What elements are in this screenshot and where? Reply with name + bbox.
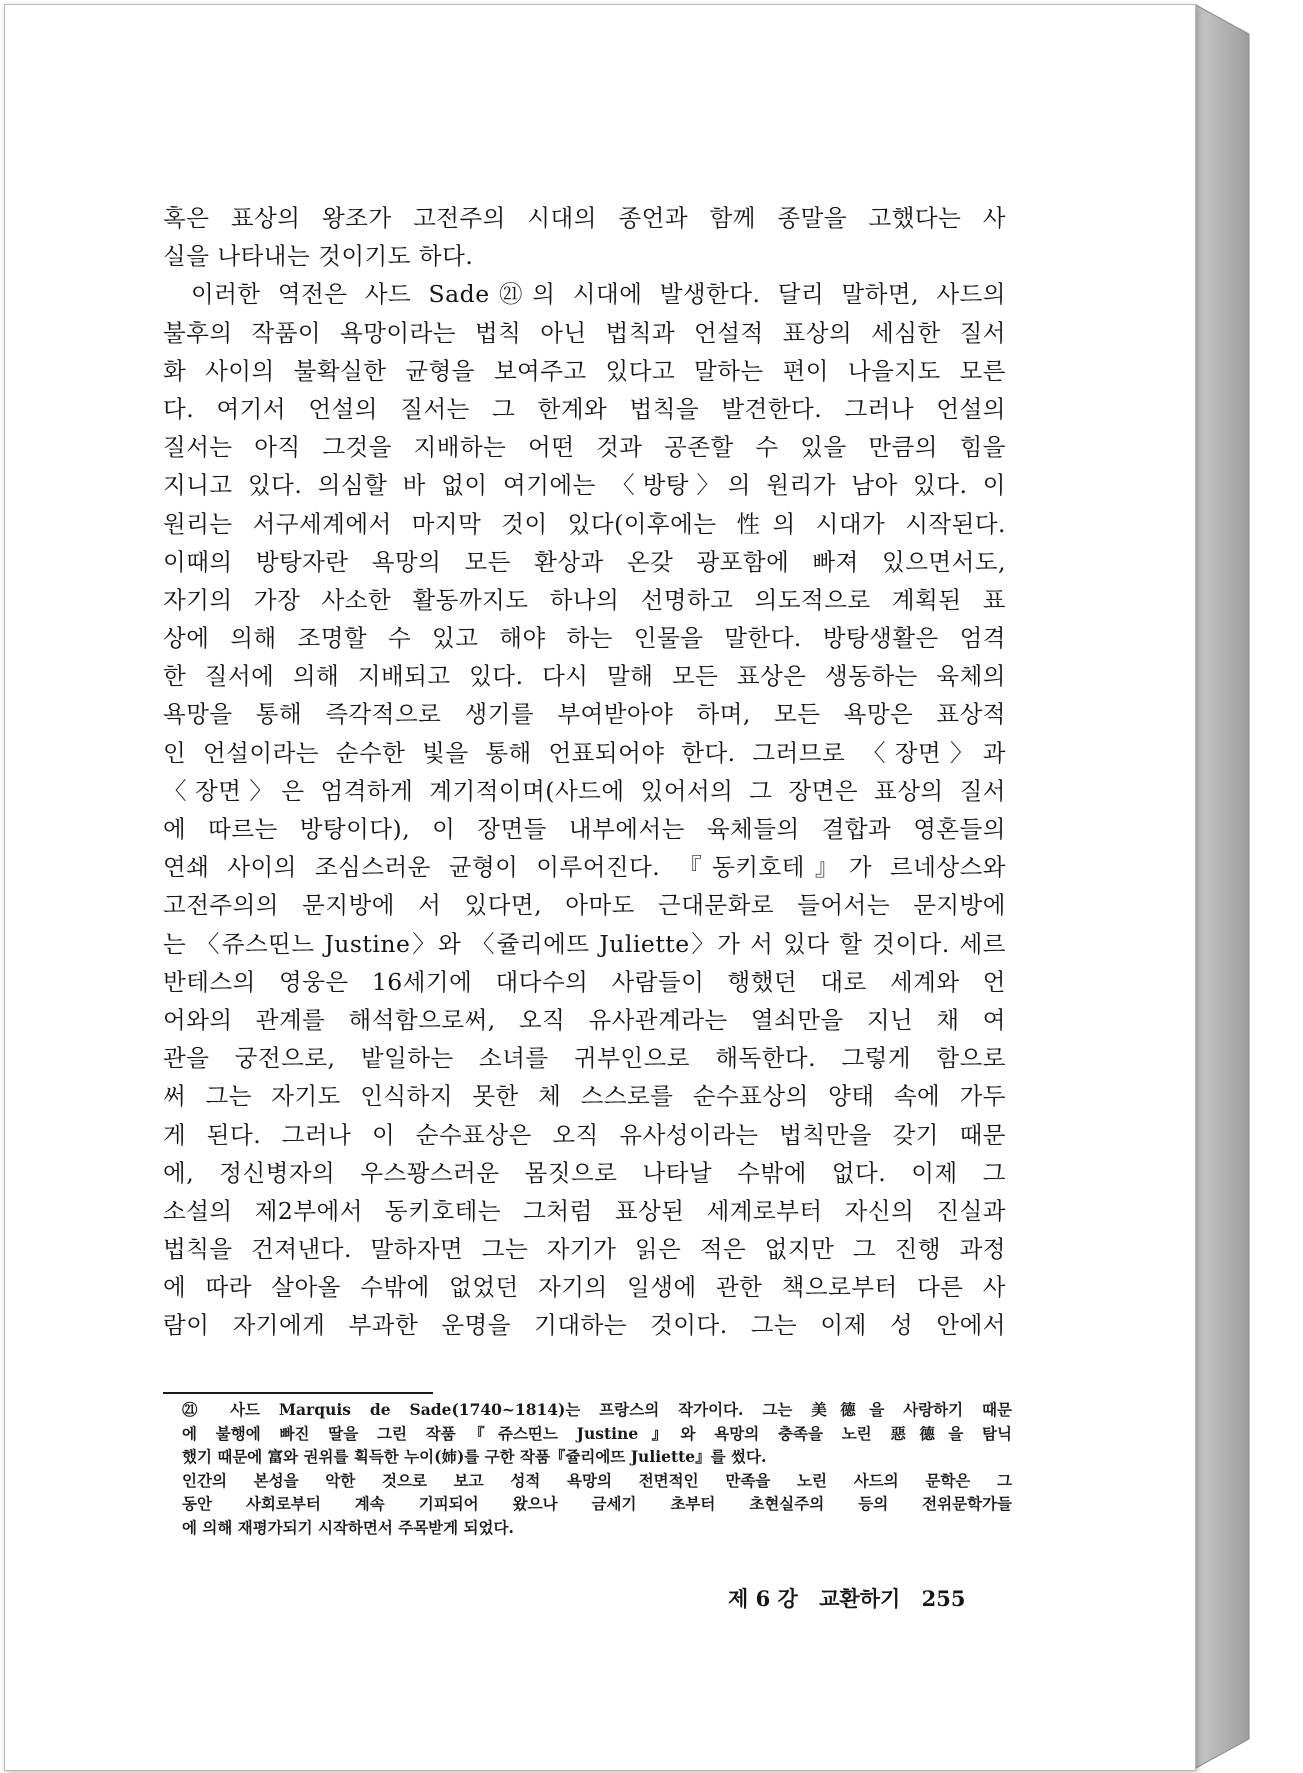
page-number: 255 [921, 1586, 966, 1611]
text-line: 원리는 서구세계에서 마지막 것이 있다(이후에는 性의 시대가 시작된다. [163, 509, 1006, 538]
text-line: 이러한 역전은 사드 Sade㉑의 시대에 발생한다. 달리 말하면, 사드의 [191, 280, 1006, 309]
text-line: 지니고 있다. 의심할 바 없이 여기에는 〈방탕〉의 원리가 남아 있다. 이 [163, 471, 1006, 500]
footnote-line: 에 의해 재평가되기 시작하면서 주목받게 되었다. [182, 1517, 514, 1537]
text-line: 써 그는 자기도 인식하지 못한 체 스스로를 순수표상의 양태 속에 가두 [163, 1082, 1006, 1111]
text-line: 이때의 방탕자란 욕망의 모든 환상과 온갖 광포함에 빠져 있으면서도, [163, 547, 1006, 576]
text-line: 관을 궁전으로, 밭일하는 소녀를 귀부인으로 해독한다. 그렇게 함으로 [163, 1044, 1006, 1073]
text-line: 고전주의의 문지방에 서 있다면, 아마도 근대문화로 들어서는 문지방에 [163, 891, 1006, 920]
text-line: 욕망을 통해 즉각적으로 생기를 부여받아야 하며, 모든 욕망은 표상적 [163, 700, 1006, 729]
main-text [163, 199, 1006, 1345]
text-line: 〈장면〉은 엄격하게 계기적이며(사드에 있어서의 그 장면은 표상의 질서 [163, 776, 1006, 805]
chapter-title: 교환하기 [819, 1586, 901, 1611]
text-line: 상에 의해 조명할 수 있고 해야 하는 인물을 말한다. 방탕생활은 엄격 [163, 624, 1006, 653]
text-line: 혹은 표상의 왕조가 고전주의 시대의 종언과 함께 종말을 고했다는 사 [163, 204, 1006, 232]
text-line: 는 〈쥬스띤느 Justine〉와 〈쥴리에뜨 Juliette〉가 서 있다 할 것이다. 세르 [163, 929, 1006, 958]
text-line: 불후의 작품이 욕망이라는 법칙 아닌 법칙과 언설적 표상의 세심한 질서 [163, 318, 1006, 347]
text-line: 다. 여기서 언설의 질서는 그 한계와 법칙을 발견한다. 그러나 언설의 [163, 394, 1006, 423]
text-line: 게 된다. 그러나 이 순수표상은 오직 유사성이라는 법칙만을 갖기 때문 [163, 1120, 1006, 1149]
text-line: 연쇄 사이의 조심스러운 균형이 이루어진다. 『동키호테』가 르네상스와 [163, 853, 1006, 882]
footnote-line: 에 불행에 빠진 딸을 그린 작품『쥬스띤느 Justine』와 욕망의 충족을 노린 惡德을 탐닉 [182, 1423, 1012, 1443]
text-line: 에 따라 살아올 수밖에 없었던 자기의 일생에 관한 책으로부터 다른 사 [163, 1273, 1006, 1302]
footnote-divider [163, 1392, 433, 1394]
text-line: 인 언설이라는 순수한 빛을 통해 언표되어야 한다. 그러므로 〈장면〉과 [163, 738, 1006, 767]
footnote-block [182, 1398, 1012, 1539]
text-line: 람이 자기에게 부과한 운명을 기대하는 것이다. 그는 이제 성 안에서 [163, 1311, 1006, 1340]
footnote-line: 동안 사회로부터 계속 기피되어 왔으나 금세기 초부터 초현실주의 등의 전위문학가들 [182, 1494, 1012, 1513]
text-line: 에, 정신병자의 우스꽝스러운 몸짓으로 나타날 수밖에 없다. 이제 그 [163, 1158, 1006, 1187]
text-line: 어와의 관계를 해석함으로써, 오직 유사관계라는 열쇠만을 지닌 채 여 [163, 1005, 1006, 1034]
chapter-label: 제 6 강 [728, 1586, 798, 1611]
footnote-line: 인간의 본성을 악한 것으로 보고 성적 욕망의 전면적인 만족을 노린 사드의 문학은 그 [182, 1470, 1012, 1490]
running-footer [728, 1583, 1008, 1613]
text-line: 법칙을 건져낸다. 말하자면 그는 자기가 읽은 적은 없지만 그 진행 과정 [163, 1235, 1006, 1264]
text-line: 한 질서에 의해 지배되고 있다. 다시 말해 모든 표상은 생동하는 육체의 [163, 662, 1006, 691]
text-line: 실을 나타내는 것이기도 하다. [163, 242, 474, 271]
text-line: 에 따르는 방탕이다), 이 장면들 내부에서는 육체들의 결합과 영혼들의 [163, 815, 1006, 843]
text-line: 반테스의 영웅은 16세기에 대다수의 사람들이 행했던 대로 세계와 언 [163, 967, 1006, 996]
text-line: 소설의 제2부에서 동키호테는 그처럼 표상된 세계로부터 자신의 진실과 [163, 1196, 1006, 1225]
book-edge-decoration [1194, 4, 1254, 1769]
text-line: 자기의 가장 사소한 활동까지도 하나의 선명하고 의도적으로 계획된 표 [163, 585, 1006, 614]
footnote-line: ㉑ 사드 Marquis de Sade(1740~1814)는 프랑스의 작가이다. 그는 美德을 사랑하기 때문 [182, 1400, 1012, 1419]
text-line: 질서는 아직 그것을 지배하는 어떤 것과 공존할 수 있을 만큼의 힘을 [163, 433, 1006, 462]
text-line: 화 사이의 불확실한 균형을 보여주고 있다고 말하는 편이 나을지도 모른 [163, 356, 1006, 385]
footnote-line: 했기 때문에 富와 권위를 획득한 누이(姉)를 구한 작품『쥴리에뜨 Juliette』를 썼다. [182, 1447, 767, 1466]
